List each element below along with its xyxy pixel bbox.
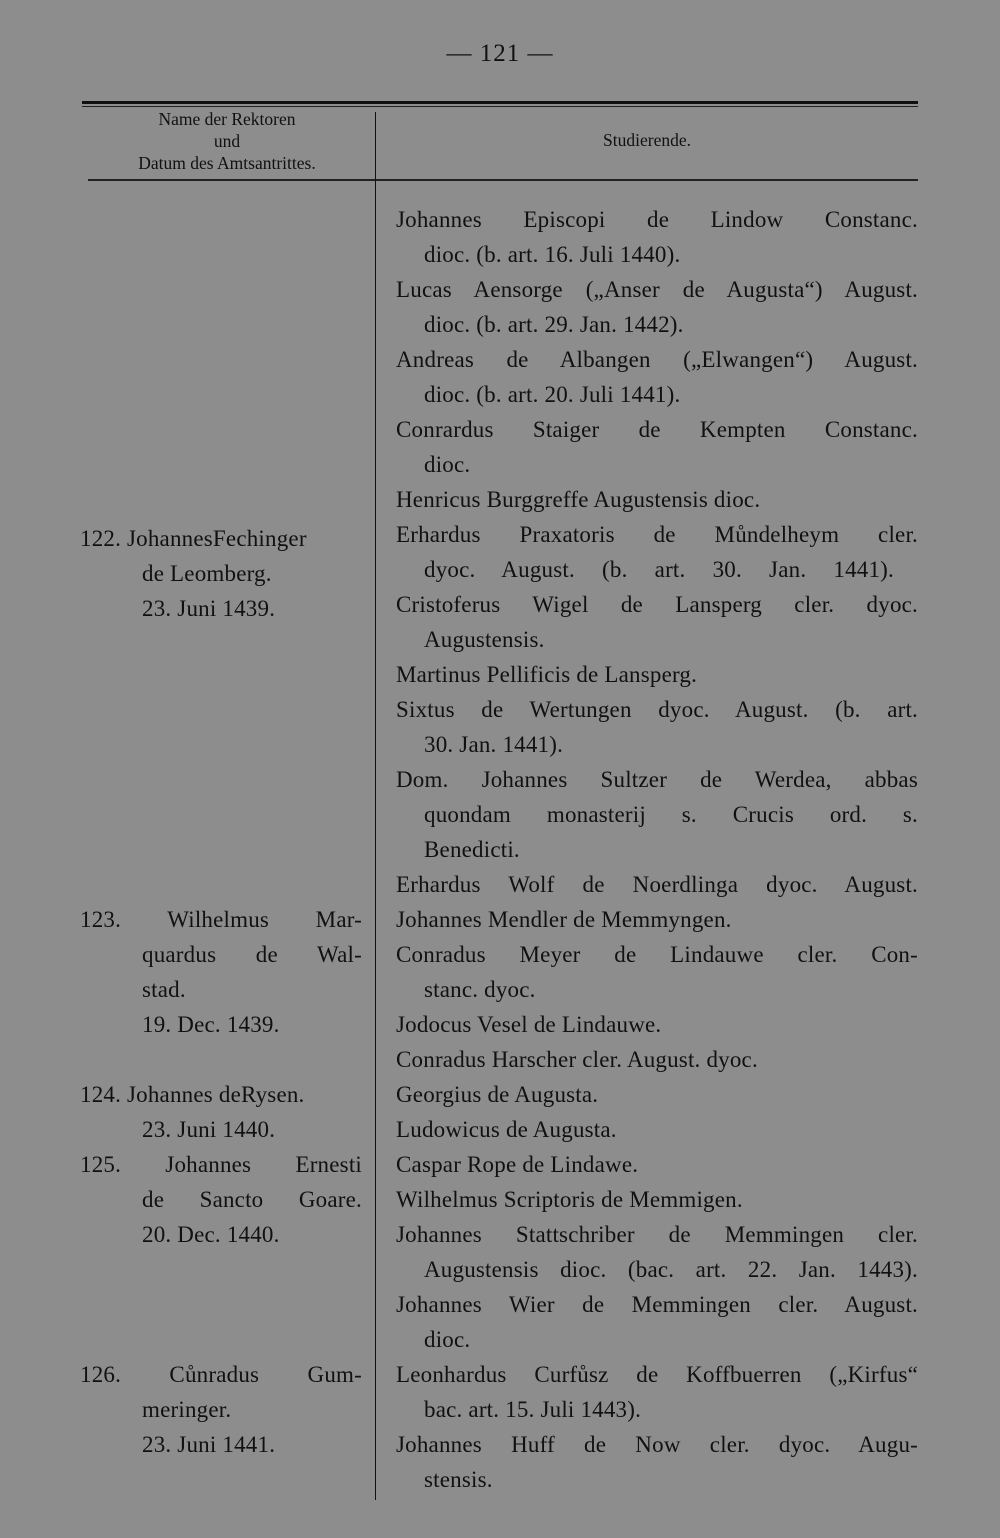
student-line-15: Sixtus de Wertungen dyoc. August. (b. art. [396, 697, 918, 722]
student-line-33: dioc. [424, 1327, 471, 1352]
student-line-23: stanc. dyoc. [424, 977, 536, 1002]
student-line-18: quondam monasterij s. Crucis ord. s. [424, 802, 918, 827]
student-line-2: dioc. (b. art. 16. Juli 1440). [424, 242, 681, 267]
student-line-20: Erhardus Wolf de Noerdlinga dyoc. August. [396, 872, 918, 897]
page-number: — 121 — [446, 40, 554, 67]
rector-entry-123-date: 19. Dec. 1439. [142, 1012, 280, 1037]
rector-entry-123-line3: stad. [142, 977, 186, 1002]
student-line-13: Augustensis. [424, 627, 545, 652]
header-top-rule [82, 101, 918, 104]
rector-entry-122-line1: 122. JohannesFechinger [80, 526, 307, 551]
student-line-11: dyoc. August. (b. art. 30. Jan. 1441). [424, 557, 894, 582]
student-line-37: stensis. [424, 1467, 493, 1492]
header-left-column [82, 108, 372, 174]
student-line-30: Johannes Stattschriber de Memmingen cler. [396, 1222, 918, 1247]
student-line-6: dioc. (b. art. 20. Juli 1441). [424, 382, 681, 407]
student-line-19: Benedicti. [424, 837, 520, 862]
header-bottom-rule [88, 179, 918, 181]
student-line-10: Erhardus Praxatoris de Můndelheym cler. [396, 522, 918, 547]
rector-entry-122-line2: de Leomberg. [142, 561, 272, 586]
student-line-7: Conrardus Staiger de Kempten Constanc. [396, 417, 918, 442]
student-line-14: Martinus Pellificis de Lansperg. [396, 662, 698, 687]
student-line-34: Leonhardus Curfůsz de Koffbuerren („Kirfus“ [396, 1362, 918, 1387]
student-line-9: Henricus Burggreffe Augustensis dioc. [396, 487, 761, 512]
student-line-31: Augustensis dioc. (bac. art. 22. Jan. 1443). [424, 1257, 918, 1282]
student-line-22: Conradus Meyer de Lindauwe cler. Con- [396, 942, 918, 967]
rector-entry-122-date: 23. Juni 1439. [142, 596, 276, 621]
student-line-28: Caspar Rope de Lindawe. [396, 1152, 639, 1177]
rector-entry-124-date: 23. Juni 1440. [142, 1117, 276, 1142]
header-right-column: Studierende. [603, 130, 691, 150]
rector-entry-125-line2: de Sancto Goare. [142, 1187, 362, 1212]
rector-entry-124-line1: 124. Johannes deRysen. [80, 1082, 305, 1107]
student-line-16: 30. Jan. 1441). [424, 732, 564, 757]
student-line-36: Johannes Huff de Now cler. dyoc. Augu- [396, 1432, 918, 1457]
header-left-line3: Datum des Amtsantrittes. [138, 153, 316, 173]
header-left-line2: und [213, 131, 241, 151]
rector-entry-126-line2: meringer. [142, 1397, 232, 1422]
student-line-4: dioc. (b. art. 29. Jan. 1442). [424, 312, 684, 337]
rector-entry-123-line1: 123. Wilhelmus Mar- [80, 907, 362, 932]
rector-entry-125-date: 20. Dec. 1440. [142, 1222, 280, 1247]
rector-entry-123-line2: quardus de Wal- [142, 942, 362, 967]
header-top-rule-thin [82, 106, 918, 107]
rector-entry-125-line1: 125. Johannes Ernesti [80, 1152, 362, 1177]
student-line-17: Dom. Johannes Sultzer de Werdea, abbas [396, 767, 918, 792]
header-left-line1: Name der Rektoren [158, 109, 296, 129]
student-line-1: Johannes Episcopi de Lindow Constanc. [396, 207, 918, 232]
student-line-32: Johannes Wier de Memmingen cler. August. [396, 1292, 918, 1317]
student-line-5: Andreas de Albangen („Elwangen“) August. [396, 347, 918, 372]
student-line-25: Conradus Harscher cler. August. dyoc. [396, 1047, 758, 1072]
student-line-24: Jodocus Vesel de Lindauwe. [396, 1012, 662, 1037]
student-line-3: Lucas Aensorge („Anser de Augusta“) August. [396, 277, 918, 302]
student-line-35: bac. art. 15. Juli 1443). [424, 1397, 642, 1422]
rector-entry-126-date: 23. Juni 1441. [142, 1432, 276, 1457]
student-line-21: Johannes Mendler de Memmyngen. [396, 907, 732, 932]
student-line-27: Ludowicus de Augusta. [396, 1117, 617, 1142]
rector-entry-126-line1: 126. Cůnradus Gum- [80, 1362, 362, 1387]
student-line-26: Georgius de Augusta. [396, 1082, 599, 1107]
column-divider [375, 112, 376, 1500]
student-line-12: Cristoferus Wigel de Lansperg cler. dyoc. [396, 592, 918, 617]
student-line-8: dioc. [424, 452, 471, 477]
student-line-29: Wilhelmus Scriptoris de Memmigen. [396, 1187, 743, 1212]
